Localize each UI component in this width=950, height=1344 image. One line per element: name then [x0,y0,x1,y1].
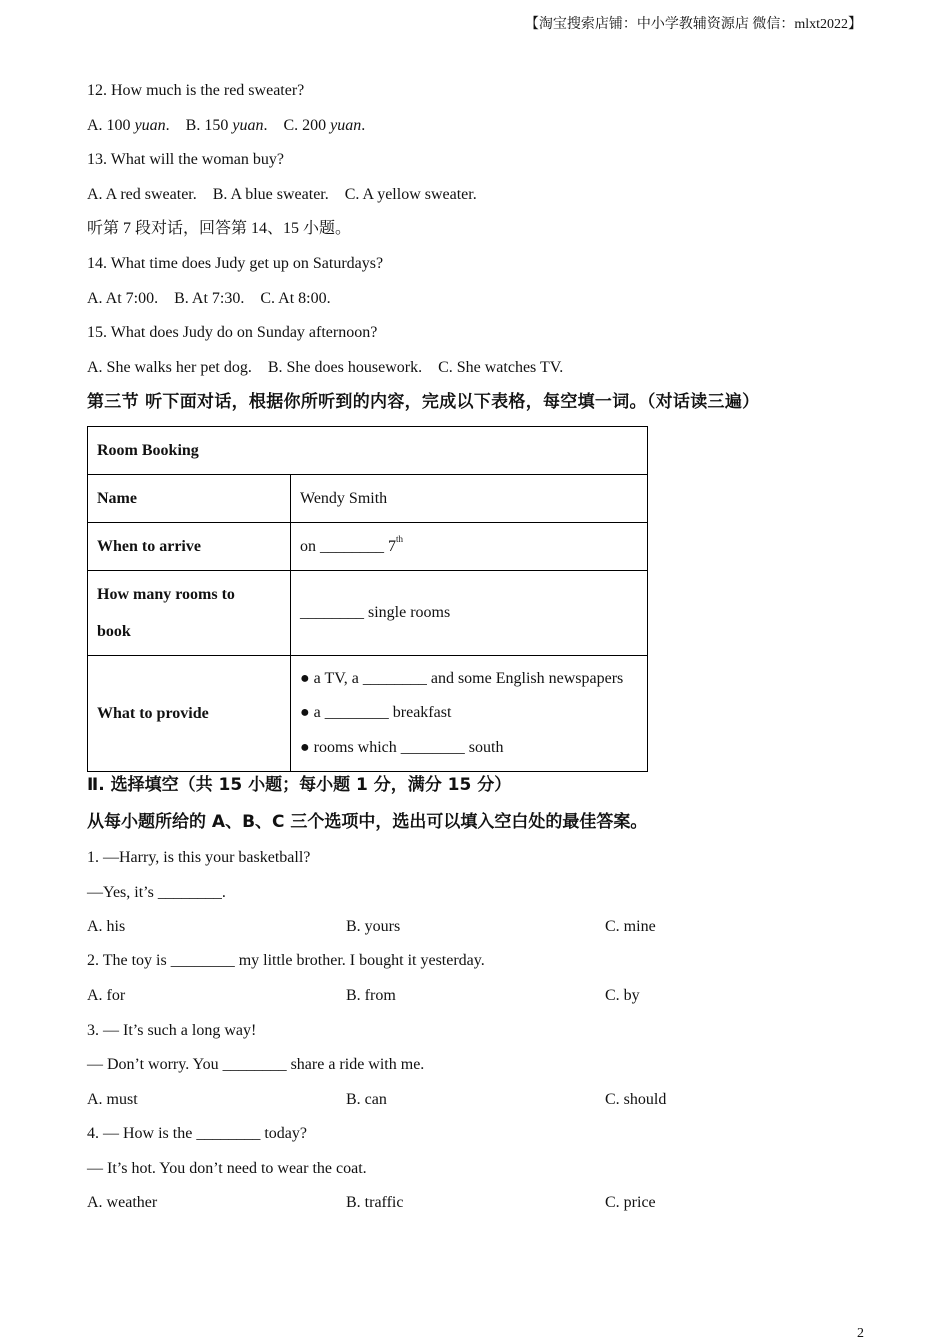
provide-value [291,656,648,772]
mc2-line: 2. The toy is ________ my little brother. I bought it yesterday. [87,952,485,969]
table-row [88,656,648,772]
q12-options [87,116,365,136]
mc3-line: — Don’t worry. You ________ share a ride with me. [87,1056,425,1073]
q12-option-b: B. 150 yuan. [185,117,268,134]
provide-item: ● a TV, a ________ and some English newspapers [300,669,624,687]
q12-question: 12. How much is the red sweater? [87,82,305,99]
mc3-line: 3. — It’s such a long way! [87,1022,257,1039]
table-row [88,523,648,571]
q15-question: 15. What does Judy do on Sunday afternoon? [87,324,378,341]
part2-title: Ⅱ. 选择填空（共 15 小题；每小题 1 分，满分 15 分） [87,775,512,795]
rooms-label: How many rooms to book [88,571,291,656]
part3-title: 第三节 听下面对话，根据你所听到的内容，完成以下表格，每空填一词。（对话读三遍） [87,392,760,412]
mc3-option-a: A. must [87,1091,138,1108]
section7-instruction: 听第 7 段对话，回答第 14、15 小题。 [87,220,352,237]
page-header: 【淘宝搜索店铺：中小学教辅资源店 微信：mlxt2022】 [524,17,862,32]
mc1-option-a: A. his [87,918,126,935]
room-booking-table [87,426,648,772]
mc3-option-b: B. can [346,1091,387,1108]
name-label: Name [88,475,291,523]
q13-options: A. A red sweater. B. A blue sweater. C. A yellow sweater. [87,186,477,203]
mc4-option-b: B. traffic [346,1194,404,1211]
q14-options: A. At 7:00. B. At 7:30. C. At 8:00. [87,290,331,307]
mc4-option-a: A. weather [87,1194,158,1211]
q15-options: A. She walks her pet dog. B. She does housework. C. She watches TV. [87,359,564,376]
mc4-line: — It’s hot. You don’t need to wear the coat. [87,1160,367,1177]
mc4-option-c: C. price [605,1194,656,1211]
mc1-option-b: B. yours [346,918,401,935]
q12-option-a: A. 100 yuan. [87,117,170,134]
mc2-option-b: B. from [346,987,396,1004]
mc2-option-a: A. for [87,987,126,1004]
table-row [88,427,648,475]
q13-question: 13. What will the woman buy? [87,151,284,168]
table-row [88,475,648,523]
provide-item: ● rooms which ________ south [300,738,504,756]
mc1-line: 1. —Harry, is this your basketball? [87,849,311,866]
mc1-line: —Yes, it’s ________. [87,884,226,901]
part2-instruction: 从每小题所给的 A、B、C 三个选项中，选出可以填入空白处的最佳答案。 [87,812,648,832]
provide-label: What to provide [88,656,291,772]
page-number: 2 [857,1326,864,1341]
q12-option-c: C. 200 yuan. [283,117,366,134]
mc3-option-c: C. should [605,1091,667,1108]
mc1-option-c: C. mine [605,918,656,935]
name-value: Wendy Smith [291,475,648,523]
arrive-label: When to arrive [88,523,291,571]
mc4-line: 4. — How is the ________ today? [87,1125,307,1142]
table-title: Room Booking [88,427,648,475]
provide-item: ● a ________ breakfast [300,704,452,722]
rooms-value: ________ single rooms [291,571,648,656]
q14-question: 14. What time does Judy get up on Saturdays? [87,255,384,272]
mc2-option-c: C. by [605,987,640,1004]
table-row [88,571,648,656]
arrive-value: on ________ 7th [291,523,648,571]
